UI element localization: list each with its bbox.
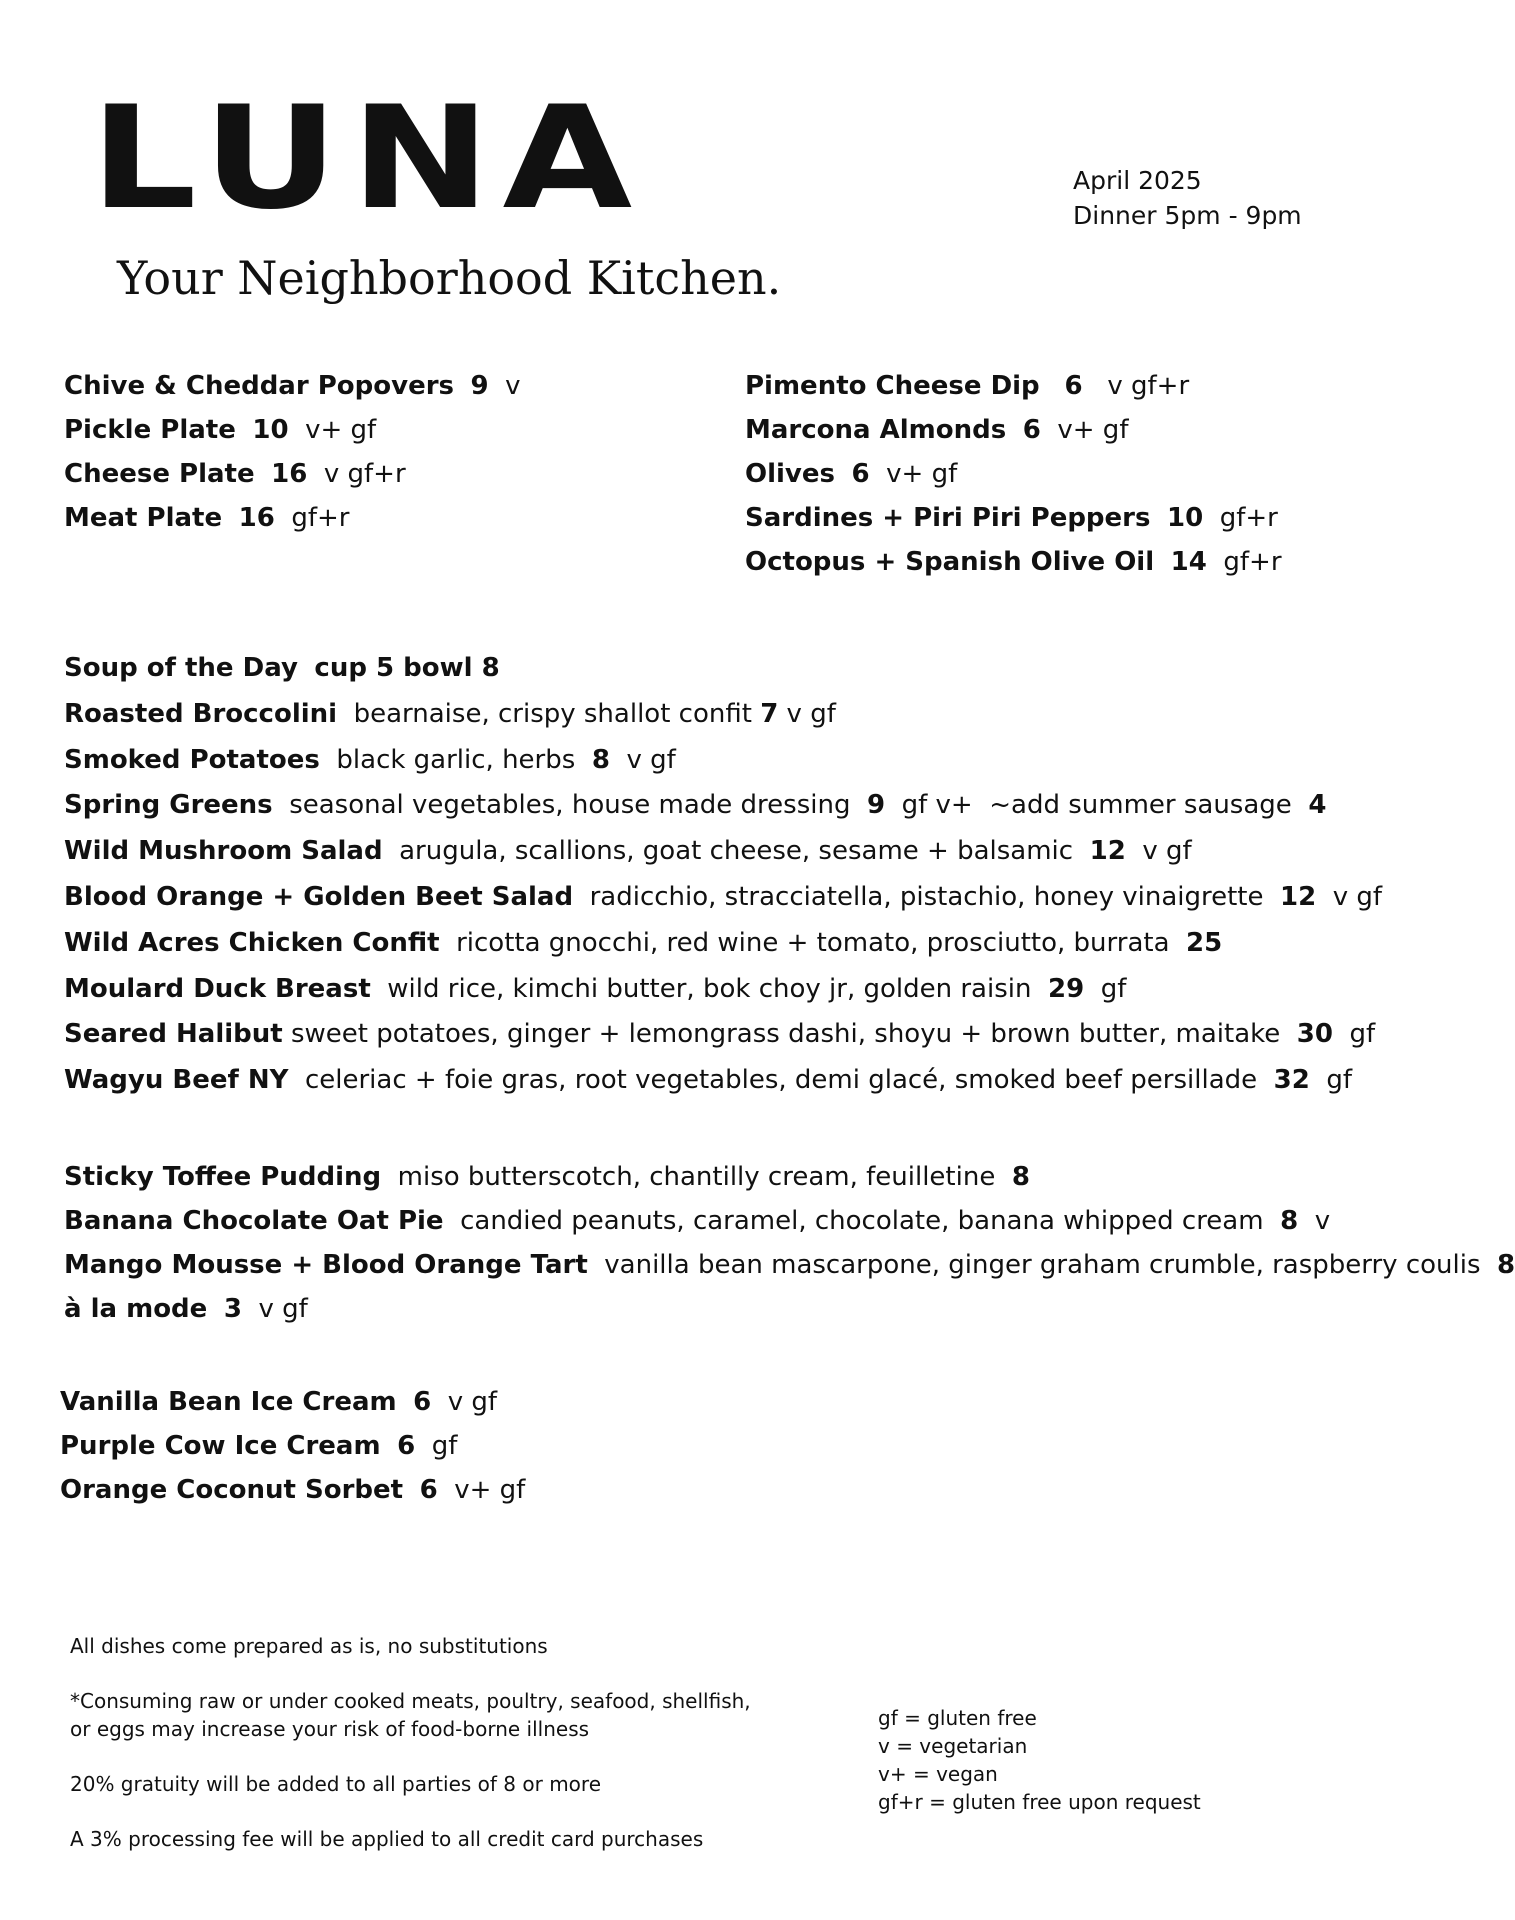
item-tags: gf v+ [901,790,973,821]
ice-cream-list [60,1380,525,1512]
item-price: 6 [851,459,870,489]
menu-item [745,452,1282,496]
item-price: 8 [1280,1206,1299,1236]
item-desc: ricotta gnocchi, red wine + tomato, prosciutto, burrata [456,927,1170,958]
item-tags: v gf [786,698,836,729]
item-price: 9 [470,371,489,401]
item-name: Pickle Plate [64,415,236,445]
item-price: 6 [397,1431,416,1461]
item-name: Smoked Potatoes [64,744,320,775]
item-price: 10 [1167,503,1204,533]
item-name: Blood Orange + Golden Beet Salad [64,881,574,912]
item-extra: ~add summer sausage [989,790,1292,821]
item-tags: v gf+r [1107,371,1190,401]
item-tags: v+ gf [886,459,958,489]
menu-item [64,364,521,408]
item-desc: sweet potatoes, ginger + lemongrass dashi, shoyu + brown butter, maitake [290,1019,1281,1050]
item-price: 32 [1273,1065,1310,1096]
item-price: 6 [1064,371,1083,401]
menu-item [60,1424,525,1468]
restaurant-logo: LUNA [90,76,644,241]
item-name: Wild Acres Chicken Confit [64,927,440,958]
tagline: Your Neighborhood Kitchen. [117,251,782,305]
menu-meta [1073,163,1302,233]
menu-item [64,1287,1515,1331]
menu-date: April 2025 [1073,166,1202,195]
item-desc: celeriac + foie gras, root vegetables, demi glacé, smoked beef persillade [304,1065,1258,1096]
item-price: cup 5 bowl 8 [314,653,500,683]
item-tags: v gf [626,744,676,775]
item-tags: v gf [1332,881,1383,912]
menu-item [64,738,1382,784]
menu-item [745,540,1282,584]
menu-item [60,1380,525,1424]
item-price: 6 [413,1387,432,1417]
menu-item [64,408,521,452]
item-price: 29 [1047,973,1085,1004]
item-price: 6 [419,1475,438,1505]
menu-item [64,829,1382,875]
item-name: Soup of the Day [64,653,298,683]
item-price: 8 [1497,1250,1515,1280]
menu-item [64,1012,1382,1058]
item-desc: bearnaise, crispy shallot confit [353,698,752,729]
item-name: Purple Cow Ice Cream [60,1431,381,1461]
item-extra-price: 4 [1308,790,1327,821]
item-price: 8 [1011,1162,1030,1192]
item-name: Marcona Almonds [745,415,1007,445]
item-name: Spring Greens [64,790,273,821]
item-name: Meat Plate [64,503,223,533]
menu-item [745,408,1282,452]
starters-left-list [64,364,521,540]
note-consumption-warning: *Consuming raw or under cooked meats, poultry, seafood, shellfish, or eggs may increase your risk of food-borne illness [70,1689,751,1741]
menu-item [64,1058,1382,1104]
item-price: 6 [1022,415,1041,445]
menu-item [64,967,1382,1013]
item-name: Olives [745,459,835,489]
item-price: 25 [1186,927,1223,958]
item-name: Orange Coconut Sorbet [60,1475,404,1505]
item-price: 30 [1296,1019,1333,1050]
menu-item [64,875,1382,921]
item-tags: gf+r [1219,503,1278,533]
item-tags: gf+r [1223,547,1282,577]
item-tags: v+ gf [305,415,377,445]
item-price: 14 [1170,547,1207,577]
item-name: Seared Halibut [64,1019,283,1050]
legend-item: v = vegetarian [878,1734,1028,1758]
item-name: Banana Chocolate Oat Pie [64,1206,444,1236]
item-name: Sardines + Piri Piri Peppers [745,503,1151,533]
desserts-list [64,1155,1515,1331]
item-name: Mango Mousse + Blood Orange Tart [64,1250,588,1280]
item-tags: v+ gf [1057,415,1129,445]
menu-item [64,646,1382,692]
item-price: 16 [238,503,275,533]
item-desc: wild rice, kimchi butter, bok choy jr, golden raisin [387,973,1032,1004]
item-tags: v gf+r [323,459,406,489]
note-processing-fee: A 3% processing fee will be applied to all credit card purchases [70,1827,704,1851]
item-tags: gf [431,1431,458,1461]
item-tags: v [1314,1206,1331,1236]
item-desc: miso butterscotch, chantilly cream, feuilletine [397,1162,996,1192]
legend-item: gf = gluten free [878,1706,1037,1730]
menu-item [745,496,1282,540]
item-tags: gf+r [291,503,350,533]
item-name: Roasted Broccolini [64,698,338,729]
menu-item [64,783,1382,829]
menu-item [745,364,1282,408]
item-tags: v+ gf [454,1475,526,1505]
item-tags: gf [1100,973,1127,1004]
item-tags: v gf [258,1294,308,1324]
item-desc: black garlic, herbs [336,744,576,775]
menu-item [64,1155,1515,1199]
footer-notes [70,1632,770,1880]
item-name: Pimento Cheese Dip [745,371,1040,401]
item-desc: radicchio, stracciatella, pistachio, honey vinaigrette [589,881,1264,912]
item-tags: gf [1326,1065,1353,1096]
item-tags: v gf [447,1387,498,1417]
legend-item: v+ = vegan [878,1762,998,1786]
item-desc: seasonal vegetables, house made dressing [289,790,851,821]
item-name: Vanilla Bean Ice Cream [60,1387,397,1417]
legend-item: gf+r = gluten free upon request [878,1790,1201,1814]
item-price: 10 [252,415,289,445]
item-price: 9 [866,790,886,821]
item-name: Chive & Cheddar Popovers [64,371,454,401]
item-desc: candied peanuts, caramel, chocolate, banana whipped cream [460,1206,1264,1236]
item-name: Cheese Plate [64,459,255,489]
item-name: Moulard Duck Breast [64,973,371,1004]
item-tags: gf [1349,1019,1376,1050]
item-price: 7 [760,698,779,729]
menu-item [64,1199,1515,1243]
item-price: 12 [1280,881,1317,912]
item-tags: v gf [1142,836,1192,867]
item-price: 16 [271,459,308,489]
note-gratuity: 20% gratuity will be added to all parties of 8 or more [70,1772,601,1796]
menu-item [64,692,1382,738]
item-price: 3 [223,1294,242,1324]
menu-item [60,1468,525,1512]
menu-hours: Dinner 5pm - 9pm [1073,201,1302,230]
item-price: 12 [1089,836,1126,867]
item-name: Wagyu Beef NY [64,1065,289,1096]
menu-item [64,452,521,496]
item-desc: arugula, scallions, goat cheese, sesame + balsamic [399,836,1074,867]
menu-item [64,921,1382,967]
item-name: à la mode [64,1294,208,1324]
item-name: Wild Mushroom Salad [64,836,383,867]
note-no-substitutions: All dishes come prepared as is, no substitutions [70,1634,548,1658]
item-name: Octopus + Spanish Olive Oil [745,547,1155,577]
item-price: 8 [591,744,610,775]
mains-list [64,646,1382,1104]
item-tags: v [505,371,521,401]
starters-right-list [745,364,1282,584]
menu-item [64,496,521,540]
dietary-legend [878,1704,1201,1816]
menu-item [64,1243,1515,1287]
item-desc: vanilla bean mascarpone, ginger graham crumble, raspberry coulis [604,1250,1481,1280]
item-name: Sticky Toffee Pudding [64,1162,382,1192]
